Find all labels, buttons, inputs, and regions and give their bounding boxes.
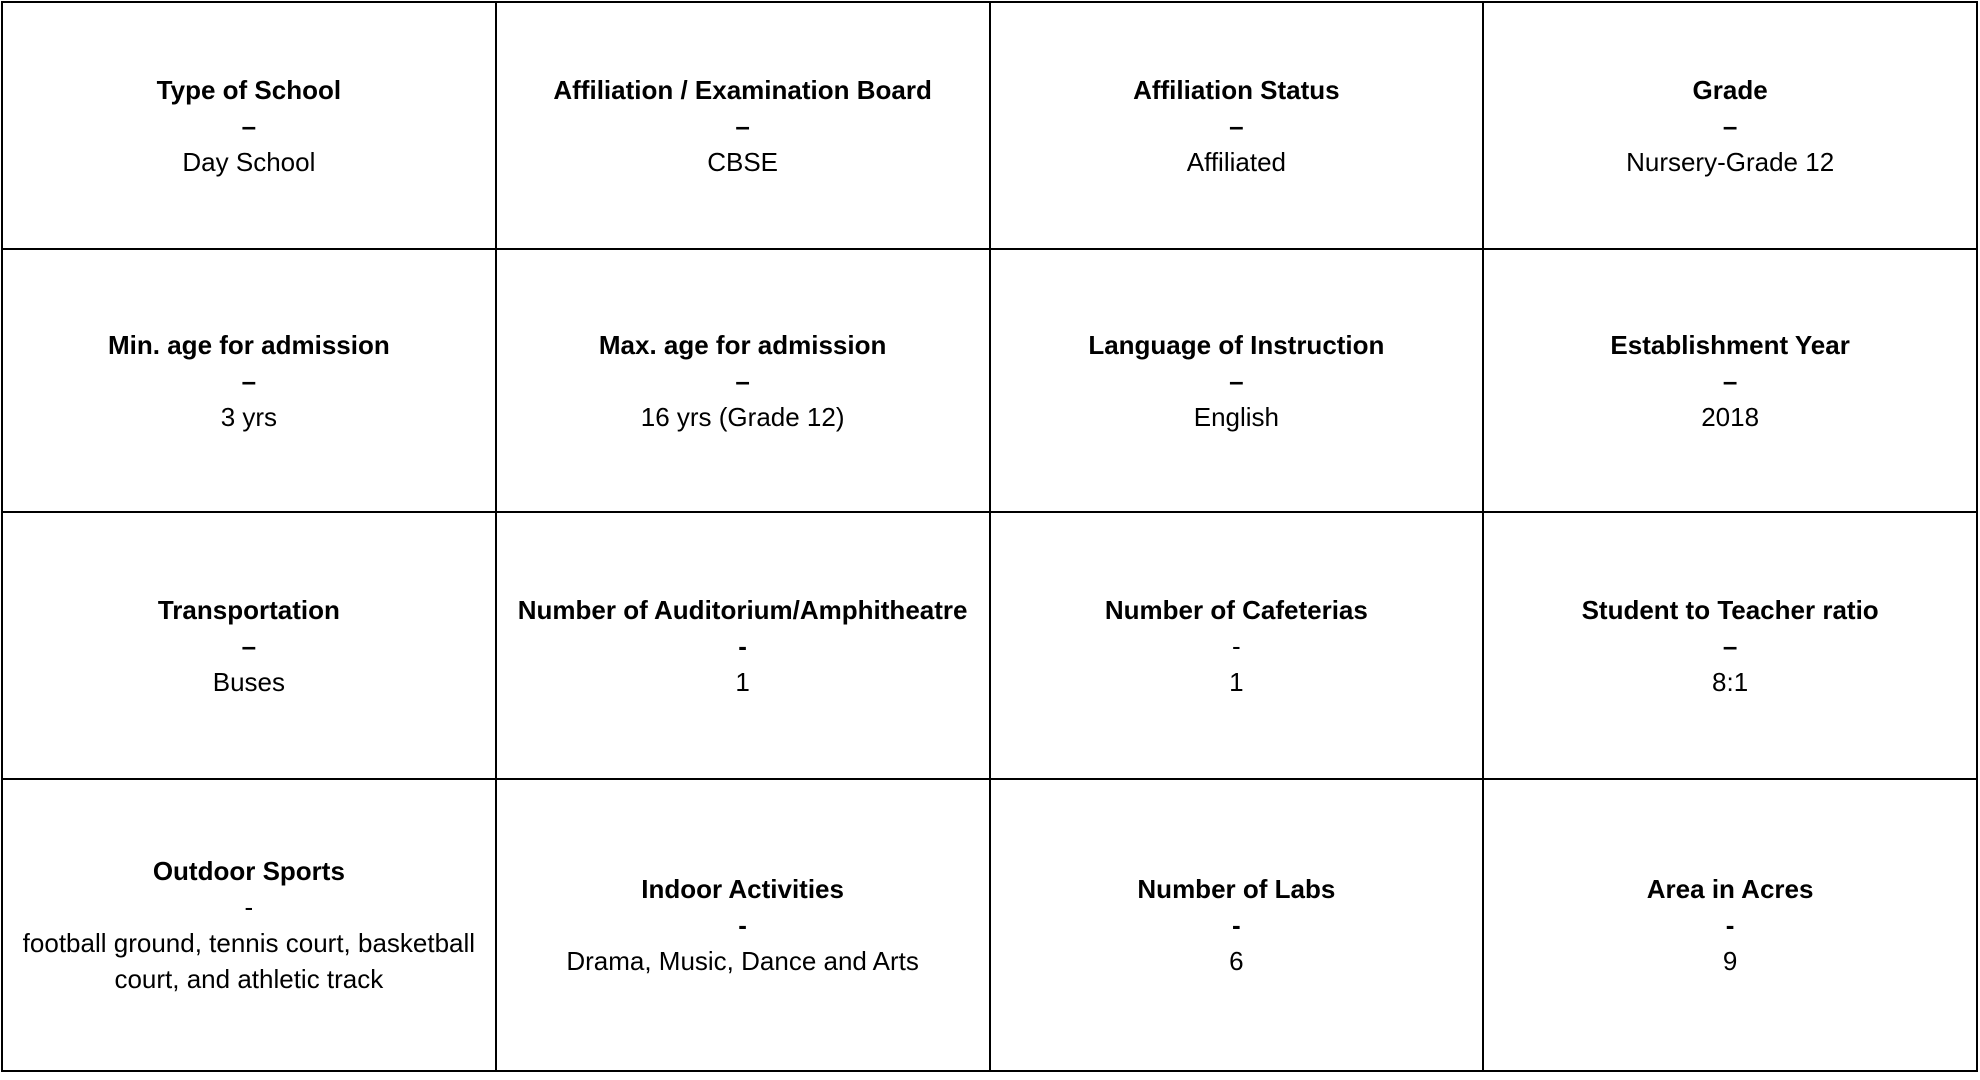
cell-separator: –: [1229, 365, 1244, 396]
cell-separator: -: [244, 892, 254, 922]
table-row: [2, 2, 1977, 249]
info-cell-grade: [1483, 2, 1977, 249]
cell-title: Min. age for admission: [108, 329, 390, 360]
info-cell-establishment-year: [1483, 249, 1977, 512]
cell-title: Language of Instruction: [1088, 329, 1385, 360]
info-cell-student-teacher-ratio: [1483, 512, 1977, 779]
cell-value: English: [1193, 401, 1280, 432]
cell-separator: –: [241, 110, 257, 141]
cell-title: Affiliation Status: [1133, 74, 1340, 105]
info-cell-auditorium: [496, 512, 990, 779]
cell-title: Affiliation / Examination Board: [553, 74, 932, 105]
school-info-table: [1, 1, 1978, 1072]
cell-value: 1: [1229, 666, 1244, 697]
info-cell-affiliation-status: [990, 2, 1484, 249]
cell-separator: –: [735, 365, 750, 396]
cell-value: 6: [1229, 946, 1244, 976]
cell-title: Student to Teacher ratio: [1581, 594, 1879, 625]
cell-separator: –: [1722, 110, 1738, 141]
cell-title: Number of Cafeterias: [1104, 594, 1368, 625]
info-cell-indoor-activities: [496, 779, 990, 1071]
cell-title: Type of School: [156, 74, 342, 105]
cell-separator: -: [1232, 630, 1241, 661]
cell-value: 9: [1722, 946, 1738, 976]
cell-value: 1: [735, 666, 750, 697]
cell-separator: -: [738, 630, 747, 661]
cell-value: Drama, Music, Dance and Arts: [566, 946, 919, 976]
cell-separator: –: [735, 110, 750, 141]
info-cell-affiliation-board: [496, 2, 990, 249]
info-cell-outdoor-sports: [2, 779, 496, 1071]
cell-title: Transportation: [157, 594, 340, 625]
cell-title: Establishment Year: [1610, 329, 1850, 360]
cell-value: football ground, tennis court, basketball court, and athletic track: [22, 928, 476, 994]
info-cell-area: [1483, 779, 1977, 1071]
cell-separator: -: [1232, 910, 1241, 940]
cell-separator: -: [1725, 910, 1735, 940]
cell-title: Indoor Activities: [641, 874, 844, 904]
cell-value: CBSE: [707, 146, 779, 177]
cell-title: Max. age for admission: [598, 329, 887, 360]
cell-value: 3 yrs: [220, 401, 278, 432]
cell-title: Outdoor Sports: [152, 856, 345, 886]
info-cell-labs: [990, 779, 1484, 1071]
cell-title: Area in Acres: [1646, 874, 1814, 904]
info-cell-max-age: [496, 249, 990, 512]
cell-value: 2018: [1701, 401, 1760, 432]
cell-value: Nursery-Grade 12: [1626, 146, 1835, 177]
cell-separator: –: [241, 365, 257, 396]
cell-value: 8:1: [1712, 666, 1749, 697]
table-row: [2, 249, 1977, 512]
cell-separator: -: [738, 910, 747, 940]
cell-value: Buses: [212, 666, 285, 697]
cell-title: Number of Labs: [1137, 874, 1336, 904]
info-cell-cafeterias: [990, 512, 1484, 779]
table-row: [2, 512, 1977, 779]
cell-separator: –: [1229, 110, 1244, 141]
cell-title: Grade: [1692, 74, 1768, 105]
info-cell-language: [990, 249, 1484, 512]
cell-separator: –: [1722, 630, 1738, 661]
table-row: [2, 779, 1977, 1071]
cell-title: Number of Auditorium/Amphitheatre: [517, 594, 968, 625]
info-cell-type-of-school: [2, 2, 496, 249]
cell-value: Affiliated: [1186, 146, 1286, 177]
cell-value: 16 yrs (Grade 12): [640, 401, 845, 432]
info-cell-transportation: [2, 512, 496, 779]
cell-separator: –: [241, 630, 257, 661]
cell-separator: –: [1722, 365, 1738, 396]
info-cell-min-age: [2, 249, 496, 512]
cell-value: Day School: [182, 146, 316, 177]
